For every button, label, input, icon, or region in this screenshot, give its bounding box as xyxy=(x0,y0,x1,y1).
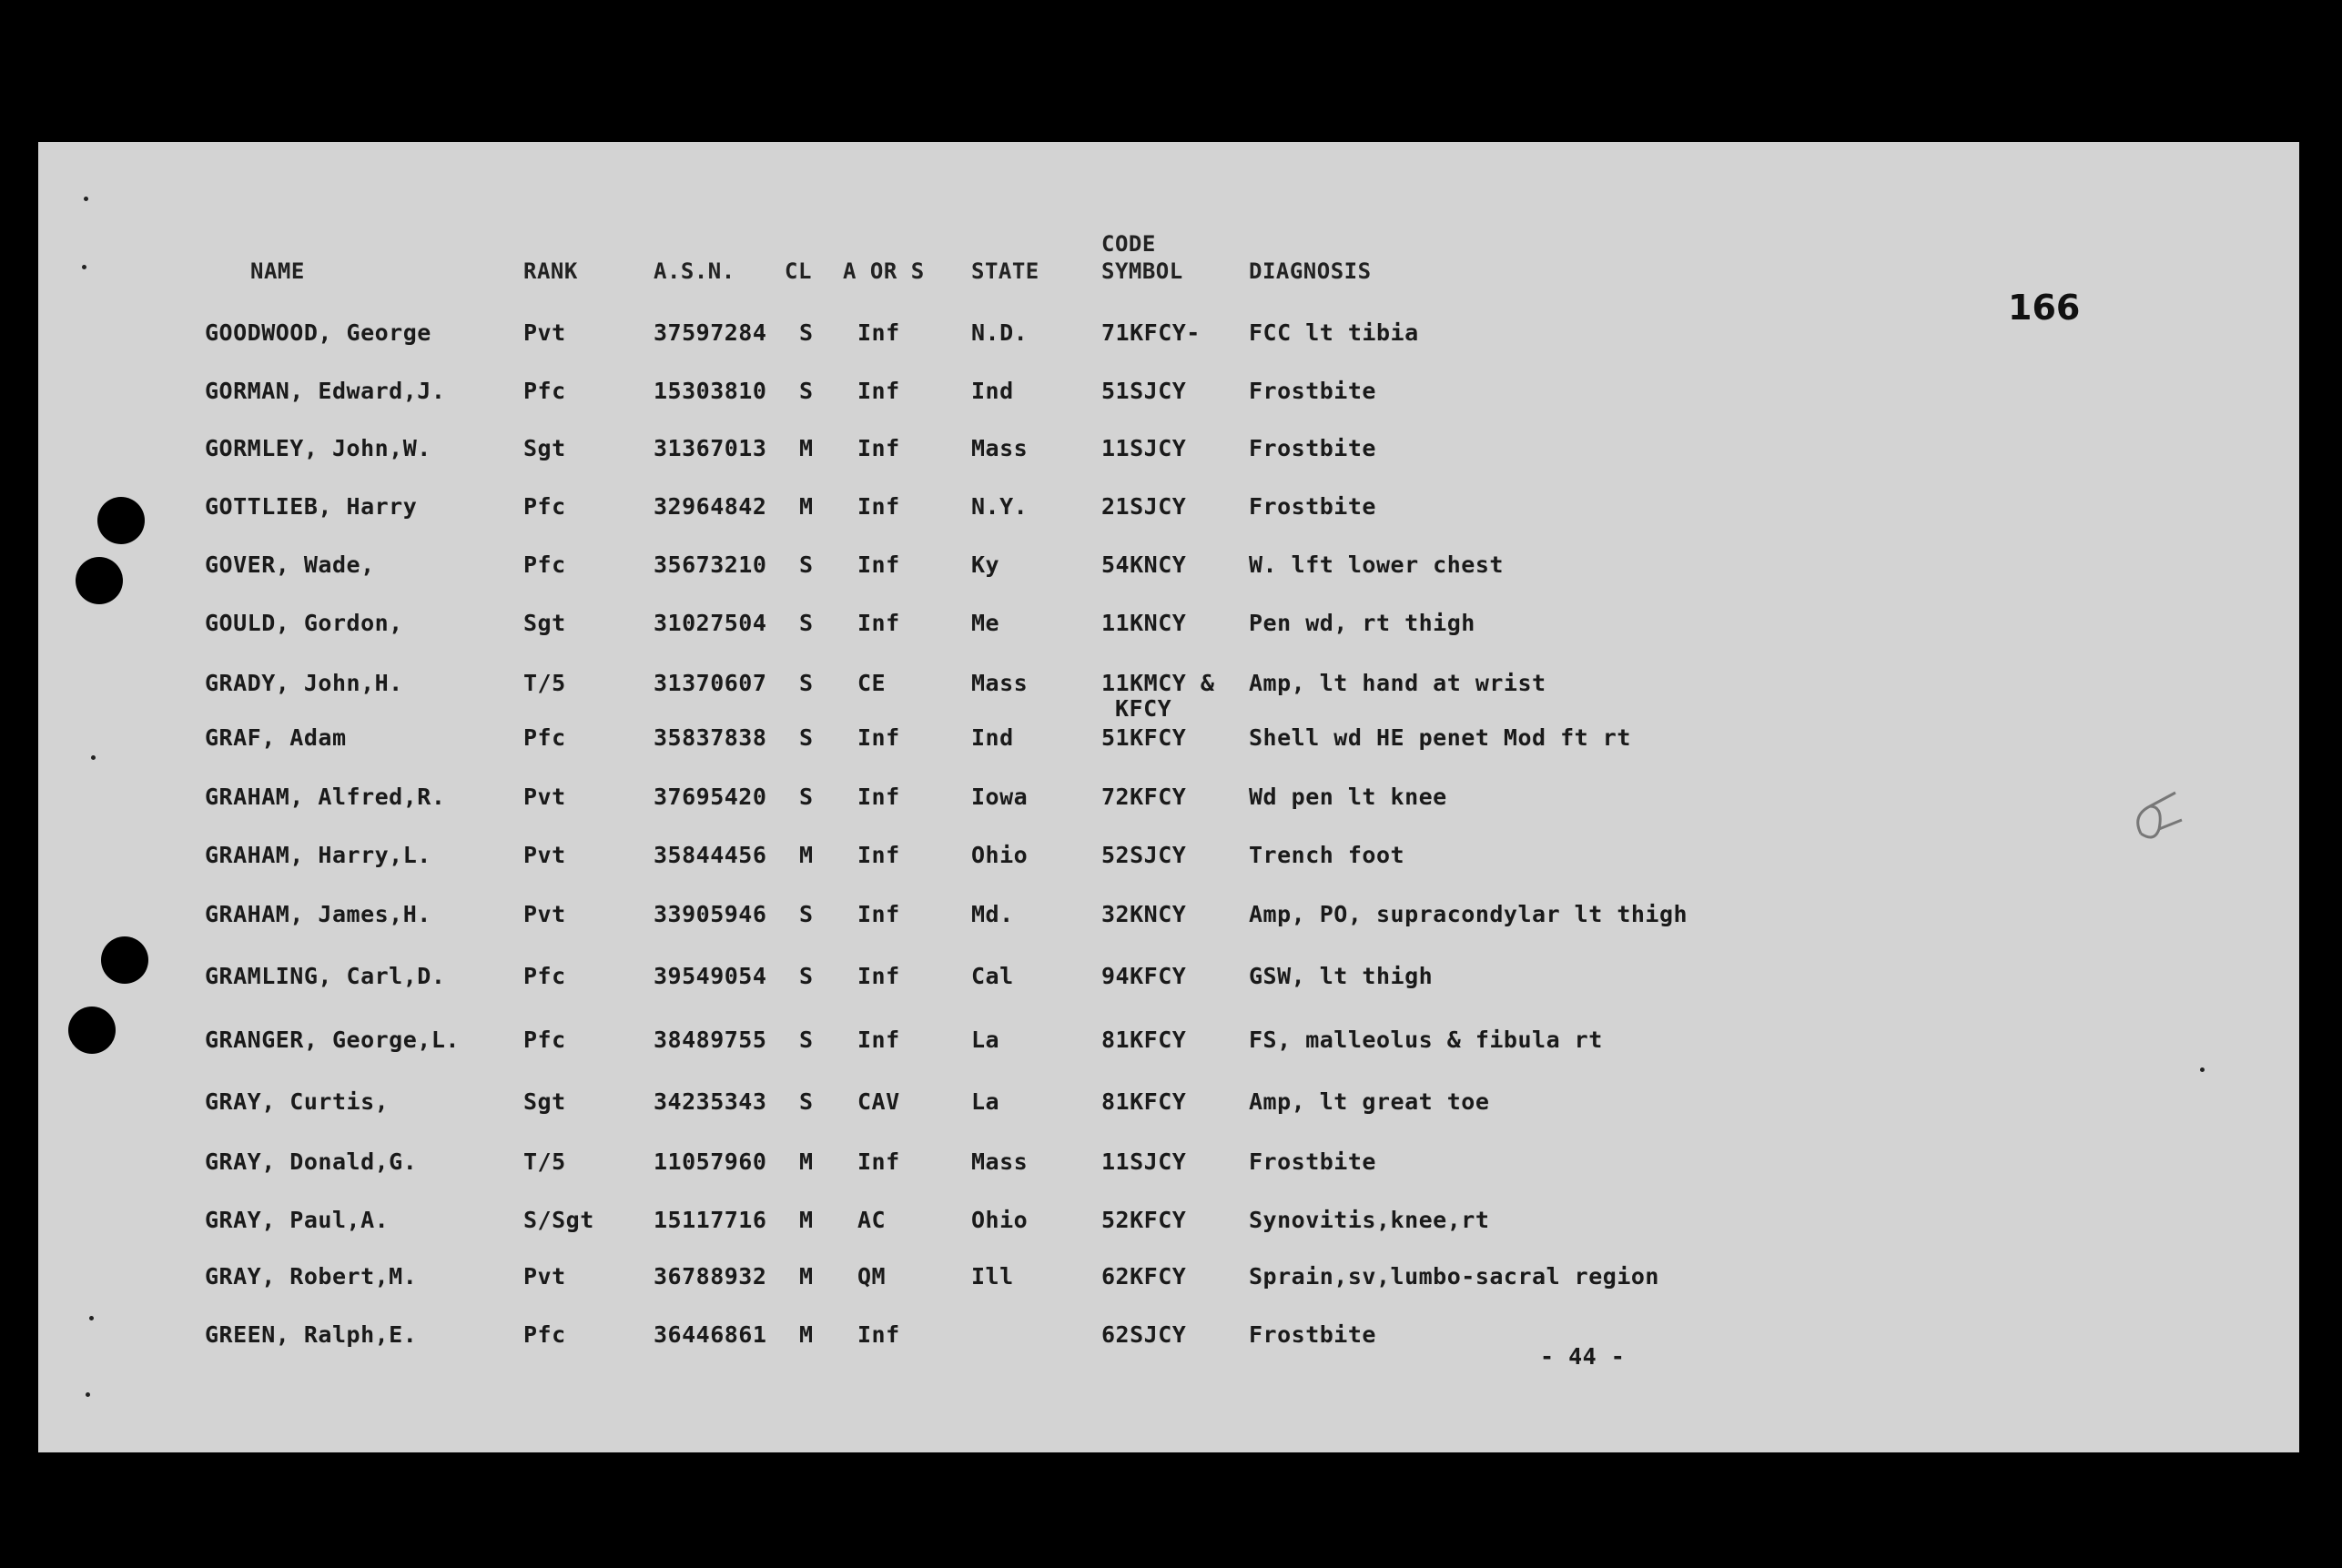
cell-a-or-s: AC xyxy=(857,1207,887,1233)
cell-name: GRANGER, George,L. xyxy=(205,1027,460,1053)
cell-rank: Pfc xyxy=(523,493,566,520)
cell-rank: Pfc xyxy=(523,1027,566,1053)
cell-name: GREEN, Ralph,E. xyxy=(205,1321,418,1348)
cell-cl: M xyxy=(799,493,814,520)
cell-diagnosis: Frostbite xyxy=(1249,493,1376,520)
cell-name: GRAHAM, Harry,L. xyxy=(205,842,431,868)
cell-name: GOULD, Gordon, xyxy=(205,610,403,636)
cell-code: 81KFCY xyxy=(1101,1088,1187,1115)
cell-a-or-s: CE xyxy=(857,670,887,696)
cell-code: 51SJCY xyxy=(1101,378,1187,404)
cell-name: GRADY, John,H. xyxy=(205,670,403,696)
cell-asn: 31027504 xyxy=(654,610,767,636)
cell-rank: Sgt xyxy=(523,610,566,636)
cell-name: GRAF, Adam xyxy=(205,724,347,751)
cell-a-or-s: CAV xyxy=(857,1088,900,1115)
cell-name: GRAHAM, James,H. xyxy=(205,901,431,927)
cell-diagnosis: Wd pen lt knee xyxy=(1249,784,1447,810)
cell-a-or-s: Inf xyxy=(857,1321,900,1348)
cell-name: GOVER, Wade, xyxy=(205,551,375,578)
cell-code: 52SJCY xyxy=(1101,842,1187,868)
cell-asn: 35844456 xyxy=(654,842,767,868)
cell-a-or-s: Inf xyxy=(857,1027,900,1053)
cell-rank: S/Sgt xyxy=(523,1207,594,1233)
cell-cl: S xyxy=(799,610,814,636)
cell-state: Me xyxy=(971,610,1000,636)
header-a-or-s: A OR S xyxy=(843,258,925,284)
header-name: NAME xyxy=(250,258,305,284)
cell-cl: S xyxy=(799,784,814,810)
cell-diagnosis: Shell wd HE penet Mod ft rt xyxy=(1249,724,1631,751)
header-symbol: SYMBOL xyxy=(1101,258,1183,284)
cell-rank: Pvt xyxy=(523,1263,566,1290)
cell-code: 32KNCY xyxy=(1101,901,1187,927)
cell-code: 71KFCY- xyxy=(1101,319,1201,346)
cell-a-or-s: Inf xyxy=(857,842,900,868)
pencil-mark xyxy=(2123,779,2195,861)
cell-asn: 39549054 xyxy=(654,963,767,989)
cell-diagnosis: Frostbite xyxy=(1249,435,1376,461)
cell-state: Mass xyxy=(971,435,1029,461)
cell-rank: T/5 xyxy=(523,670,566,696)
speck xyxy=(82,265,86,269)
cell-state: Ind xyxy=(971,378,1014,404)
cell-code: 21SJCY xyxy=(1101,493,1187,520)
header-state: STATE xyxy=(971,258,1039,284)
cell-cl: M xyxy=(799,1263,814,1290)
cell-rank: Sgt xyxy=(523,435,566,461)
cell-cl: S xyxy=(799,901,814,927)
cell-cl: S xyxy=(799,319,814,346)
cell-asn: 34235343 xyxy=(654,1088,767,1115)
cell-diagnosis: W. lft lower chest xyxy=(1249,551,1504,578)
cell-a-or-s: Inf xyxy=(857,784,900,810)
cell-cl: M xyxy=(799,842,814,868)
cell-name: GRAY, Paul,A. xyxy=(205,1207,390,1233)
header-asn: A.S.N. xyxy=(654,258,735,284)
speck xyxy=(2200,1067,2205,1072)
cell-code: 54KNCY xyxy=(1101,551,1187,578)
cell-cl: M xyxy=(799,1148,814,1175)
speck xyxy=(91,755,96,760)
cell-diagnosis: Frostbite xyxy=(1249,1321,1376,1348)
cell-cl: S xyxy=(799,378,814,404)
cell-state: N.Y. xyxy=(971,493,1029,520)
punch-hole xyxy=(76,557,123,604)
cell-cl: M xyxy=(799,1207,814,1233)
cell-name: GORMLEY, John,W. xyxy=(205,435,431,461)
cell-state: Ill xyxy=(971,1263,1014,1290)
cell-diagnosis: Amp, lt hand at wrist xyxy=(1249,670,1546,696)
cell-rank: Pfc xyxy=(523,378,566,404)
cell-state: Ind xyxy=(971,724,1014,751)
cell-state: Ky xyxy=(971,551,1000,578)
cell-rank: Pvt xyxy=(523,319,566,346)
cell-diagnosis: GSW, lt thigh xyxy=(1249,963,1434,989)
cell-name: GRAY, Curtis, xyxy=(205,1088,390,1115)
cell-code: 51KFCY xyxy=(1101,724,1187,751)
cell-code: 52KFCY xyxy=(1101,1207,1187,1233)
cell-a-or-s: Inf xyxy=(857,319,900,346)
cell-asn: 11057960 xyxy=(654,1148,767,1175)
cell-asn: 36788932 xyxy=(654,1263,767,1290)
cell-diagnosis: Pen wd, rt thigh xyxy=(1249,610,1475,636)
cell-asn: 15303810 xyxy=(654,378,767,404)
cell-state: Mass xyxy=(971,670,1029,696)
speck xyxy=(89,1316,94,1320)
cell-cl: S xyxy=(799,551,814,578)
cell-name: GRAY, Donald,G. xyxy=(205,1148,418,1175)
header-rank: RANK xyxy=(523,258,578,284)
cell-state: N.D. xyxy=(971,319,1029,346)
cell-asn: 36446861 xyxy=(654,1321,767,1348)
cell-asn: 32964842 xyxy=(654,493,767,520)
page-number: 166 xyxy=(2008,288,2081,328)
header-cl: CL xyxy=(785,258,812,284)
cell-code: 11SJCY xyxy=(1101,1148,1187,1175)
cell-diagnosis: Amp, PO, supracondylar lt thigh xyxy=(1249,901,1688,927)
cell-diagnosis: FCC lt tibia xyxy=(1249,319,1419,346)
cell-code: 11KNCY xyxy=(1101,610,1187,636)
punch-hole xyxy=(68,1007,116,1054)
document-sheet xyxy=(38,142,2299,1452)
cell-cl: M xyxy=(799,435,814,461)
cell-state: Ohio xyxy=(971,1207,1029,1233)
cell-cl: S xyxy=(799,724,814,751)
cell-name: GRAMLING, Carl,D. xyxy=(205,963,446,989)
cell-rank: Pvt xyxy=(523,901,566,927)
cell-rank: Pfc xyxy=(523,1321,566,1348)
cell-code: 11SJCY xyxy=(1101,435,1187,461)
cell-asn: 35673210 xyxy=(654,551,767,578)
header-code: CODE xyxy=(1101,231,1156,257)
cell-a-or-s: Inf xyxy=(857,724,900,751)
cell-a-or-s: Inf xyxy=(857,551,900,578)
cell-code: 62SJCY xyxy=(1101,1321,1187,1348)
cell-asn: 37597284 xyxy=(654,319,767,346)
speck xyxy=(86,1392,90,1397)
cell-asn: 38489755 xyxy=(654,1027,767,1053)
cell-name: GOTTLIEB, Harry xyxy=(205,493,418,520)
cell-state: Md. xyxy=(971,901,1014,927)
cell-code: 81KFCY xyxy=(1101,1027,1187,1053)
cell-a-or-s: Inf xyxy=(857,901,900,927)
cell-cl: M xyxy=(799,1321,814,1348)
cell-asn: 35837838 xyxy=(654,724,767,751)
cell-a-or-s: QM xyxy=(857,1263,887,1290)
cell-code: 72KFCY xyxy=(1101,784,1187,810)
cell-a-or-s: Inf xyxy=(857,493,900,520)
cell-diagnosis: Sprain,sv,lumbo-sacral region xyxy=(1249,1263,1659,1290)
cell-rank: Pvt xyxy=(523,784,566,810)
cell-diagnosis: Frostbite xyxy=(1249,1148,1376,1175)
cell-state: La xyxy=(971,1027,1000,1053)
cell-cl: S xyxy=(799,670,814,696)
header-diagnosis: DIAGNOSIS xyxy=(1249,258,1372,284)
punch-hole xyxy=(97,497,145,544)
cell-a-or-s: Inf xyxy=(857,963,900,989)
cell-name: GRAY, Robert,M. xyxy=(205,1263,418,1290)
cell-diagnosis: Synovitis,knee,rt xyxy=(1249,1207,1490,1233)
cell-rank: Pfc xyxy=(523,724,566,751)
cell-rank: Pfc xyxy=(523,963,566,989)
cell-asn: 15117716 xyxy=(654,1207,767,1233)
cell-state: Ohio xyxy=(971,842,1029,868)
cell-cl: S xyxy=(799,963,814,989)
cell-a-or-s: Inf xyxy=(857,610,900,636)
cell-a-or-s: Inf xyxy=(857,1148,900,1175)
cell-cl: S xyxy=(799,1027,814,1053)
cell-state: La xyxy=(971,1088,1000,1115)
speck xyxy=(84,197,88,201)
cell-name: GRAHAM, Alfred,R. xyxy=(205,784,446,810)
cell-name: GOODWOOD, George xyxy=(205,319,431,346)
cell-cl: S xyxy=(799,1088,814,1115)
cell-name: GORMAN, Edward,J. xyxy=(205,378,446,404)
cell-rank: T/5 xyxy=(523,1148,566,1175)
cell-diagnosis: Amp, lt great toe xyxy=(1249,1088,1490,1115)
cell-code-continued: KFCY xyxy=(1115,695,1172,722)
cell-state: Cal xyxy=(971,963,1014,989)
cell-a-or-s: Inf xyxy=(857,435,900,461)
punch-hole xyxy=(101,936,148,984)
cell-state: Mass xyxy=(971,1148,1029,1175)
cell-code: 94KFCY xyxy=(1101,963,1187,989)
cell-asn: 31370607 xyxy=(654,670,767,696)
cell-diagnosis: Trench foot xyxy=(1249,842,1405,868)
cell-code: 11KMCY & xyxy=(1101,670,1215,696)
cell-asn: 31367013 xyxy=(654,435,767,461)
cell-state: Iowa xyxy=(971,784,1029,810)
cell-a-or-s: Inf xyxy=(857,378,900,404)
cell-diagnosis: Frostbite xyxy=(1249,378,1376,404)
footer-page-number: - 44 - xyxy=(1540,1343,1626,1370)
cell-asn: 37695420 xyxy=(654,784,767,810)
cell-diagnosis: FS, malleolus & fibula rt xyxy=(1249,1027,1603,1053)
cell-rank: Sgt xyxy=(523,1088,566,1115)
cell-asn: 33905946 xyxy=(654,901,767,927)
cell-code: 62KFCY xyxy=(1101,1263,1187,1290)
cell-rank: Pvt xyxy=(523,842,566,868)
cell-rank: Pfc xyxy=(523,551,566,578)
